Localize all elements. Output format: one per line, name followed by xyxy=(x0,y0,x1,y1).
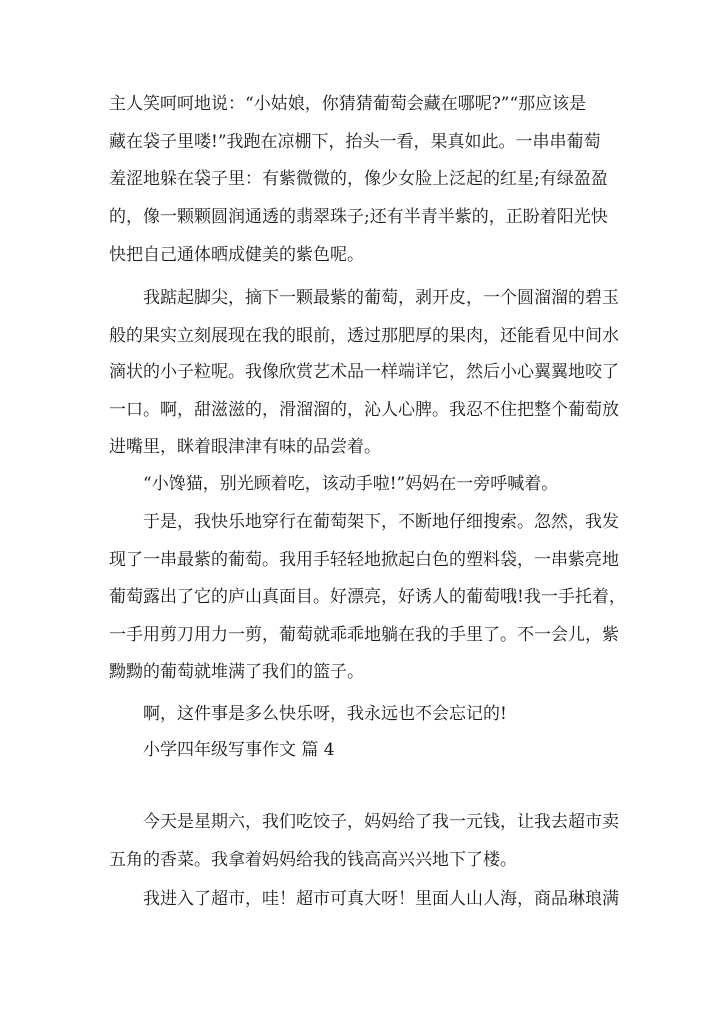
paragraph-line: 黝黝的葡萄就堆满了我们的篮子。 xyxy=(109,662,364,682)
paragraph-line: 快把自己通体晒成健美的紫色呢。 xyxy=(109,245,364,265)
paragraph-line: 现了一串最紫的葡萄。我用手轻轻地掀起白色的塑料袋，一串紫亮地 xyxy=(109,550,619,570)
paragraph-line: 一口。啊，甜滋滋的，滑溜溜的，沁人心脾。我忍不住把整个葡萄放 xyxy=(109,400,619,420)
paragraph-line: 主人笑呵呵地说：“小姑娘，你猜猜葡萄会藏在哪呢?”“那应该是 xyxy=(109,94,587,114)
paragraph-line: 的，像一颗颗圆润通透的翡翠珠子;还有半青半紫的，正盼着阳光快 xyxy=(109,207,608,227)
paragraph-line: 于是，我快乐地穿行在葡萄架下，不断地仔细搜索。忽然，我发 xyxy=(143,512,619,532)
paragraph-line: 一手用剪刀用力一剪，葡萄就乖乖地躺在我的手里了。不一会儿，紫 xyxy=(109,625,619,645)
paragraph-line: 滴状的小子粒呢。我像欣赏艺术品一样端详它，然后小心翼翼地咬了 xyxy=(109,362,619,382)
section-heading: 小学四年级写事作文 篇 4 xyxy=(143,740,335,760)
paragraph-line: 今天是星期六，我们吃饺子，妈妈给了我一元钱，让我去超市卖 xyxy=(143,812,619,832)
paragraph-line: 葡萄露出了它的庐山真面目。好漂亮，好诱人的葡萄哦!我一手托着， xyxy=(109,587,626,607)
paragraph-line: 藏在袋子里喽!”我跑在凉棚下，抬头一看，果真如此。一串串葡萄 xyxy=(109,132,601,152)
paragraph-line: 般的果实立刻展现在我的眼前，透过那肥厚的果肉，还能看见中间水 xyxy=(109,326,619,346)
quote-line: “小馋猫，别光顾着吃，该动手啦!”妈妈在一旁呼喊着。 xyxy=(143,474,559,494)
paragraph-line: 进嘴里，眯着眼津津有味的品尝着。 xyxy=(109,437,381,457)
paragraph-line: 五角的香菜。我拿着妈妈给我的钱高高兴兴地下了楼。 xyxy=(109,850,517,870)
paragraph-line: 我踮起脚尖，摘下一颗最紫的葡萄，剥开皮，一个圆溜溜的碧玉 xyxy=(143,288,619,308)
paragraph-line: 啊，这件事是多么快乐呀，我永远也不会忘记的! xyxy=(143,704,507,724)
paragraph-line: 羞涩地躲在袋子里：有紫微微的，像少女脸上泛起的红星;有绿盈盈 xyxy=(109,169,608,189)
paragraph-line: 我进入了超市，哇！超市可真大呀！里面人山人海，商品琳琅满 xyxy=(143,889,619,909)
